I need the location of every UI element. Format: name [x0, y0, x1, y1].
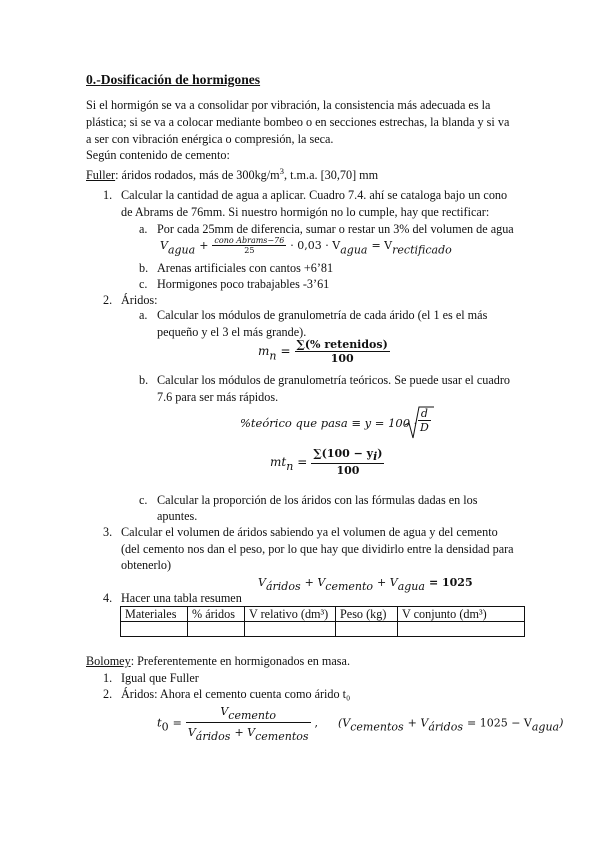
t0-rhs-sub2: áridos — [428, 720, 463, 734]
intro-line-4: Según contenido de cemento: — [86, 148, 230, 162]
mtn-fraction-num — [311, 447, 384, 464]
water-formula-agua: agua — [167, 243, 196, 257]
t0-num-v: V — [220, 705, 229, 718]
summary-table — [120, 606, 525, 637]
sub2-a-line-2: pequeño y el 3 el más grande). — [157, 325, 307, 339]
volume-s2: cemento — [325, 580, 374, 594]
bolomey-item-1-number: 1. — [103, 671, 113, 685]
sub2-c-letter: c. — [139, 493, 148, 507]
volume-v1: V — [258, 576, 266, 589]
t0-rhs-end: ) — [559, 716, 564, 730]
fuller-item-3-line-2: (del cemento nos dan el peso, por lo que hay que dividirlo entre la densidad para — [121, 542, 514, 556]
bolomey-rest: : Preferentemente en hormigonados en masa. — [130, 654, 350, 668]
t0-fraction — [186, 702, 311, 743]
sub2-a-line-1: Calcular los módulos de granulometría de cada árido (el 1 es el más — [157, 308, 488, 322]
t0-den-sub1: áridos — [195, 730, 231, 744]
fuller-rest: : áridos rodados, más de 300kg/m — [115, 168, 280, 183]
sub2-c-line-2: apuntes. — [157, 509, 198, 523]
teorico-formula — [240, 414, 417, 432]
t0-formula — [157, 702, 563, 743]
bolomey-item-2-number: 2. — [103, 687, 113, 701]
mtn-formula — [270, 447, 384, 477]
t0-rhs1: (V — [338, 716, 351, 730]
table-cell — [121, 622, 188, 637]
sub2-a-letter: a. — [139, 308, 148, 322]
intro-line-2: plástica; si se va a colocar mediante bombeo o en secciones estrechas, la blanda y si va — [86, 115, 510, 129]
volume-plus2: + V — [377, 576, 398, 589]
mtn-lhs: mt — [270, 454, 287, 469]
sub1-c-letter: c. — [139, 277, 148, 291]
t0-den-plus: + V — [234, 726, 256, 740]
table-cell — [188, 622, 245, 637]
fuller-item-4-text: Hacer una tabla resumen — [121, 591, 242, 605]
fuller-item-2-number: 2. — [103, 293, 113, 307]
water-formula-eq: = V — [371, 239, 393, 253]
title-number: 0.- — [86, 72, 101, 87]
t0-den-sub2: cementos — [255, 730, 309, 744]
teorico-fraction-den: D — [420, 421, 429, 434]
water-formula-rect: rectificado — [392, 243, 452, 257]
mn-eq: = — [280, 344, 291, 359]
t0-fraction-num — [186, 702, 311, 723]
sub1-b-text: Arenas artificiales con cantos +6’81 — [157, 261, 334, 275]
t0-rhs-sub3: agua — [531, 720, 560, 734]
mtn-num-sub: i — [373, 450, 378, 464]
water-formula-agua-2: agua — [340, 243, 368, 257]
table-cell — [245, 622, 336, 637]
volume-eq: = 1025 — [428, 576, 473, 589]
table-header-cell: Peso (kg) — [336, 607, 398, 622]
t0-den-v1: V — [187, 726, 196, 740]
table-cell — [336, 622, 398, 637]
fuller-item-3-line-3: obtenerlo) — [121, 558, 172, 572]
bolomey-label: Bolomey — [86, 654, 131, 668]
fuller-tail: , t.m.a. [30,70] mm — [284, 168, 379, 183]
mn-lhs: m — [258, 344, 270, 359]
bolomey-heading — [86, 653, 350, 669]
fuller-heading — [86, 163, 378, 183]
t0-rhs-eq: = 1025 − V — [466, 716, 532, 730]
intro-line-3: a ser con vibración enérgica o compresión, la seca. — [86, 132, 334, 146]
mtn-fraction — [311, 447, 384, 477]
page-title — [86, 72, 260, 88]
mn-fraction — [295, 338, 390, 365]
fuller-item-1-number: 1. — [103, 188, 113, 202]
t0-lhs-sub: 0 — [161, 720, 169, 734]
water-fraction — [212, 236, 286, 255]
t0-lhs: t — [157, 715, 162, 730]
mtn-sub: n — [286, 459, 294, 473]
mtn-eq: = — [297, 454, 308, 469]
t0-num-sub: cemento — [228, 709, 277, 723]
table-cell — [398, 622, 525, 637]
title-text: Dosificación de hormigones — [100, 72, 261, 87]
volume-s3: agua — [397, 580, 425, 594]
t0-fraction-den — [186, 723, 311, 743]
sub2-b-letter: b. — [139, 373, 149, 387]
fuller-label: Fuller — [86, 168, 116, 183]
t0-rhs-plus: + V — [407, 716, 429, 730]
mtn-num-text: ∑(100 − y — [313, 447, 374, 460]
bolomey-item-1-text: Igual que Fuller — [121, 671, 199, 685]
water-formula-dot: · 0,03 · V — [290, 239, 341, 253]
water-formula-plus: + — [199, 239, 209, 253]
water-fraction-den: 25 — [244, 246, 255, 255]
water-formula-v: V — [160, 239, 168, 253]
volume-plus1: + V — [304, 576, 326, 589]
volume-s1: áridos — [265, 580, 301, 594]
sub1-a-text: Por cada 25mm de diferencia, sumar o restar un 3% del volumen de agua — [157, 222, 514, 236]
table-header-cell: V relativo (dm³) — [245, 607, 336, 622]
fuller-item-3-number: 3. — [103, 525, 113, 539]
fuller-item-2-text: Áridos: — [121, 293, 158, 307]
mn-formula — [258, 338, 390, 365]
bolomey-item-2-text: Áridos: Ahora el cemento cuenta como árido t₀ — [121, 687, 351, 701]
mtn-fraction-den: 100 — [336, 464, 360, 478]
volume-formula — [258, 573, 473, 593]
t0-rhs-sub1: cementos — [350, 720, 404, 734]
teorico-fraction — [418, 407, 431, 434]
sub2-b-line-1: Calcular los módulos de granulometría teóricos. Se puede usar el cuadro — [157, 373, 510, 387]
intro-line-1: Si el hormigón se va a consolidar por vibración, la consistencia más adecuada es la — [86, 98, 491, 112]
mn-fraction-den: 100 — [330, 352, 354, 365]
mn-sub: n — [269, 349, 277, 363]
teorico-sqrt-fraction — [418, 407, 431, 434]
mtn-num-end: ) — [377, 447, 383, 460]
table-header-cell: V conjunto (dm³) — [398, 607, 525, 622]
table-header-cell: % áridos — [188, 607, 245, 622]
fuller-item-4-number: 4. — [103, 591, 113, 605]
t0-comma: , — [314, 716, 319, 730]
sub1-a-letter: a. — [139, 222, 148, 236]
fuller-item-1-line-2: de Abrams de 76mm. Si nuestro hormigón no lo cumple, hay que rectificar: — [121, 205, 490, 219]
t0-eq: = — [172, 716, 182, 730]
mn-fraction-num: ∑(% retenidos) — [296, 338, 388, 351]
table-row — [121, 622, 525, 637]
water-formula — [160, 236, 452, 256]
sub2-c-line-1: Calcular la proporción de los áridos con las fórmulas dadas en los — [157, 493, 478, 507]
teorico-lhs: %teórico que pasa ≡ y = 100 · — [240, 416, 418, 430]
sub1-c-text: Hormigones poco trabajables -3’61 — [157, 277, 330, 291]
fuller-item-1-line-1: Calcular la cantidad de agua a aplicar. Cuadro 7.4. ahí se cataloga bajo un cono — [121, 188, 508, 202]
table-header-row — [121, 607, 525, 622]
sub1-b-letter: b. — [139, 261, 149, 275]
fuller-item-3-line-1: Calcular el volumen de áridos sabiendo ya el volumen de agua y del cemento — [121, 525, 498, 539]
sub2-b-line-2: 7.6 para ser más rápidos. — [157, 390, 279, 404]
fuller-sup: 3 — [279, 166, 285, 176]
teorico-fraction-num: d — [418, 407, 431, 421]
water-fraction-num: cono Abrams−76 — [214, 236, 285, 245]
table-header-cell: Materiales — [121, 607, 188, 622]
